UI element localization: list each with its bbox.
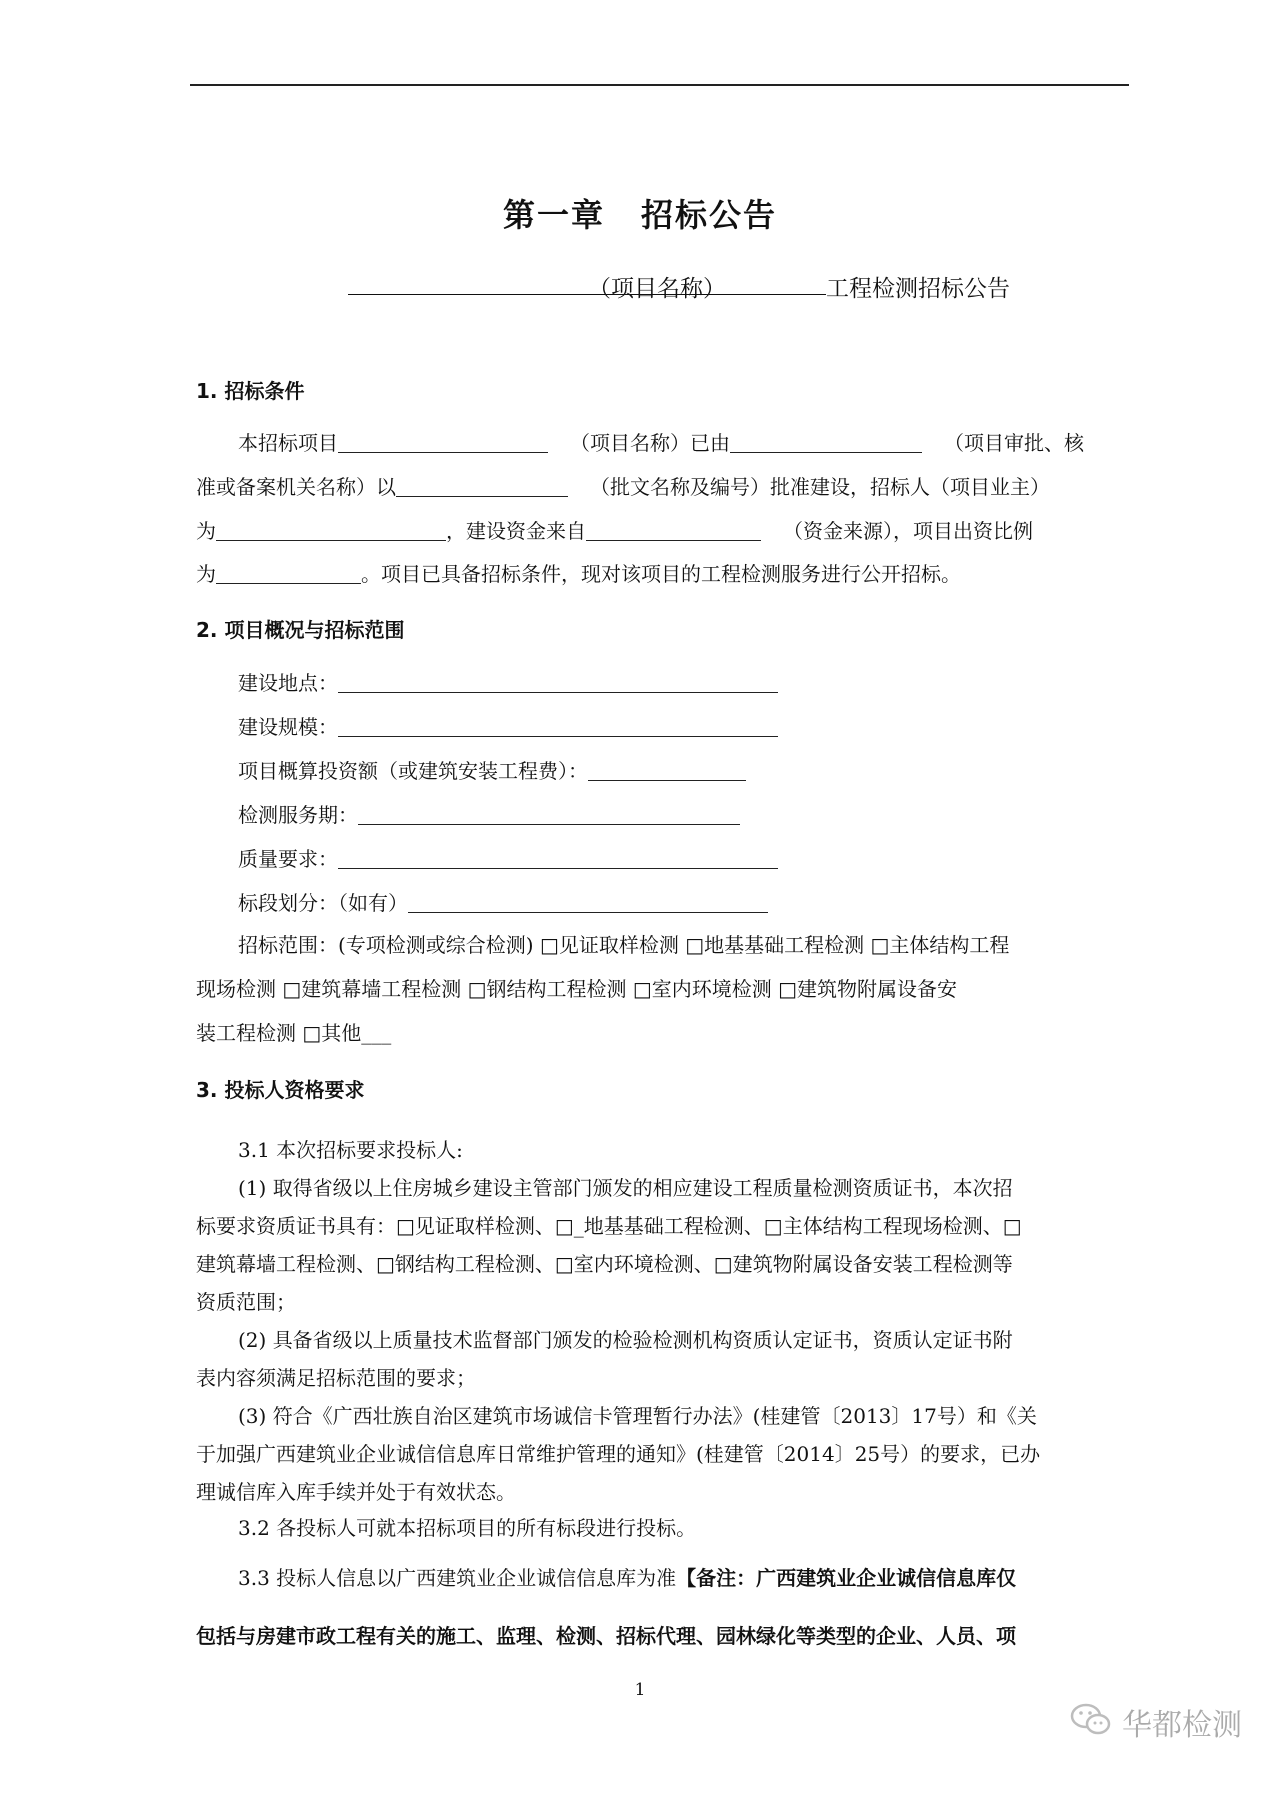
section-1-heading: 1. 招标条件 xyxy=(196,379,305,403)
s1-line-3: 为 ，建设资金来自 （资金来源），项目出资比例 xyxy=(196,519,1033,543)
s3-1-3-line-3: 理诚信库入库手续并处于有效状态。 xyxy=(196,1480,516,1504)
watermark-text: 华都检测 xyxy=(1122,1708,1242,1743)
section-2-heading: 2. 项目概况与招标范围 xyxy=(196,618,405,642)
chapter-name: 招标公告 xyxy=(641,196,778,234)
s3-1-1-line-4: 资质范围； xyxy=(196,1290,296,1314)
s2-location: 建设地点： xyxy=(238,672,778,693)
blank-quality xyxy=(338,848,778,869)
s2-quality: 质量要求： xyxy=(238,848,778,869)
s3-1-2-line-2: 表内容须满足招标范围的要求； xyxy=(196,1366,476,1390)
blank-location xyxy=(338,672,778,693)
s1-line-2: 准或备案机关名称）以 （批文名称及编号）批准建设，招标人（项目业主） xyxy=(196,475,1050,499)
remark-bold: 【备注：广西建筑业企业诚信信息库仅 xyxy=(676,1566,1017,1590)
s3-1-1-line-2: 标要求资质证书具有：□见证取样检测、□_地基基础工程检测、□主体结构工程现场检测、□ xyxy=(196,1214,1022,1238)
s3-3-line-2: 包括与房建市政工程有关的施工、监理、检测、招标代理、园林绿化等类型的企业、人员、项 xyxy=(196,1624,1016,1648)
s2-budget: 项目概算投资额（或建筑安装工程费）： xyxy=(238,760,746,781)
blank-budget xyxy=(588,760,746,781)
page-number: 1 xyxy=(634,1680,646,1700)
s2-scale: 建设规模： xyxy=(238,716,778,737)
blank-fund-source xyxy=(586,520,761,541)
blank-project-name xyxy=(338,432,548,453)
s3-1: 3.1 本次招标要求投标人: xyxy=(238,1138,463,1162)
section-3-heading: 3. 投标人资格要求 xyxy=(196,1078,365,1102)
s2-scope-2: 现场检测 □建筑幕墙工程检测 □钢结构工程检测 □室内环境检测 □建筑物附属设备安 xyxy=(196,977,958,1001)
blank-scale xyxy=(338,716,778,737)
s3-1-1-line-1: (1) 取得省级以上住房城乡建设主管部门颁发的相应建设工程质量检测资质证书，本次招 xyxy=(238,1176,1013,1200)
blank-funding-ratio xyxy=(216,563,361,584)
s3-3-line-1: 3.3 投标人信息以广西建筑业企业诚信信息库为准【备注：广西建筑业企业诚信信息库仅 xyxy=(238,1566,1017,1590)
s2-scope-3: 装工程检测 □其他___ xyxy=(196,1021,392,1045)
blank-lots xyxy=(408,892,768,913)
watermark xyxy=(1070,1700,1242,1744)
s2-scope-1: 招标范围：(专项检测或综合检测) □见证取样检测 □地基基础工程检测 □主体结构工程 xyxy=(238,933,1010,957)
wechat-icon xyxy=(1070,1702,1112,1742)
header-rule xyxy=(190,84,1129,86)
s3-1-1-line-3: 建筑幕墙工程检测、□钢结构工程检测、□室内环境检测、□建筑物附属设备安装工程检测等 xyxy=(196,1252,1013,1276)
blank-approval-doc xyxy=(396,476,568,497)
s3-2: 3.2 各投标人可就本招标项目的所有标段进行投标。 xyxy=(238,1516,697,1540)
s3-1-3-line-1: (3) 符合《广西壮族自治区建筑市场诚信卡管理暂行办法》(桂建管〔2013〕17号）和《关 xyxy=(238,1404,1037,1428)
chapter-title xyxy=(0,190,1280,236)
project-name-blank: （项目名称） xyxy=(348,270,826,295)
blank-tenderer xyxy=(216,520,446,541)
blank-approval-authority xyxy=(730,432,922,453)
notice-title xyxy=(348,270,1010,303)
chapter-number: 第一章 xyxy=(502,196,605,234)
blank-period xyxy=(358,804,740,825)
notice-title-suffix: 工程检测招标公告 xyxy=(826,276,1010,302)
s2-period: 检测服务期： xyxy=(238,804,740,825)
s3-1-3-line-2: 于加强广西建筑业企业诚信信息库日常维护管理的通知》(桂建管〔2014〕25号）的要求，已办 xyxy=(196,1442,1041,1466)
s3-1-2-line-1: (2) 具备省级以上质量技术监督部门颁发的检验检测机构资质认定证书，资质认定证书附 xyxy=(238,1328,1013,1352)
s1-line-1: 本招标项目 （项目名称）已由 （项目审批、核 xyxy=(238,431,1084,455)
s2-lots: 标段划分：（如有） xyxy=(238,892,768,913)
s1-line-4: 为 。项目已具备招标条件，现对该项目的工程检测服务进行公开招标。 xyxy=(196,562,961,586)
